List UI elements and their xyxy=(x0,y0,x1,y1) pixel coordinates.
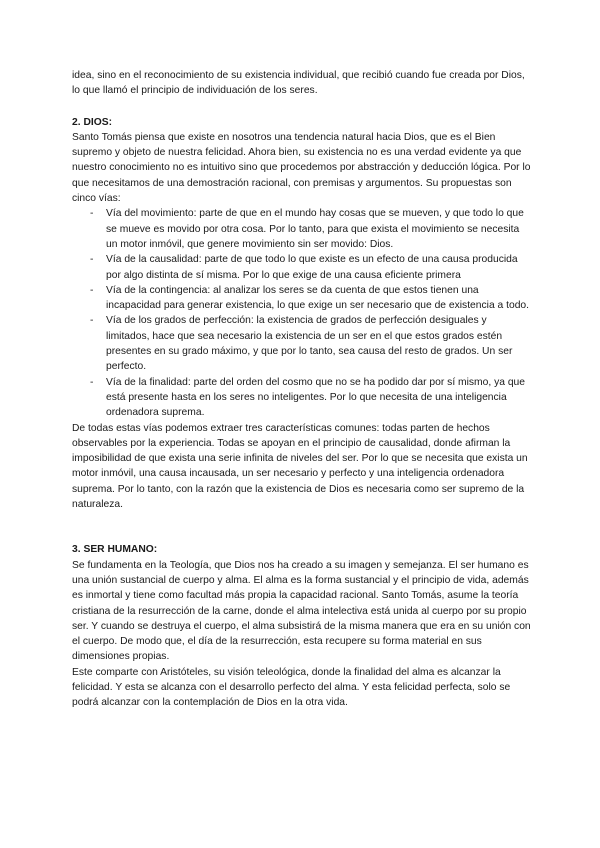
section-heading-ser-humano: 3. SER HUMANO: xyxy=(72,544,158,556)
via-item-finalidad xyxy=(72,375,532,421)
humano-paragraph-2: Este comparte con Aristóteles, su visión teleológica, donde la finalidad del alma es alcanzar la felicidad. Y esta se alcanza con el desarrollo perfecto del alma. Y esta felicidad perfecta, solo se podrá alcanzar con la contemplación de Dios en la otra vida. xyxy=(72,666,511,709)
bullet-dash: - xyxy=(90,284,94,296)
document-page xyxy=(72,68,532,711)
bullet-dash: - xyxy=(90,315,94,327)
intro-paragraph: idea, sino en el reconocimiento de su existencia individual, que recibió cuando fue creada por Dios, lo que llamó el principio de individuación de los seres. xyxy=(72,70,525,97)
humano-paragraph-1: Se fundamenta en la Teología, que Dios nos ha creado a su imagen y semejanza. El ser humano es una unión sustancial de cuerpo y alma. El alma es la forma sustancial y el principio de vida, además es inmortal y tiene como facultad más propia la capacidad racional. Santo Tomás, asume la teoría cristiana de la resurrección de la carne, donde el alma intelectiva está unida al cuerpo por su propio ser. Y cuando se destruya el cuerpo, el alma subsistirá de la misma manera que era en su unión con el cuerpo. De modo que, el día de la resurrección, esta recupere su forma material en sus dimensiones propias. xyxy=(72,559,531,663)
bullet-dash: - xyxy=(90,376,94,388)
via-item-causalidad xyxy=(72,252,532,283)
via-text: Vía de los grados de perfección: la existencia de grados de perfección desiguales y limitados, hace que sea necesario la existencia de un ser en el que estos grados estén presentes en su grado máximo, y que por lo tanto, sea causa del resto de grados. Un ser perfecto. xyxy=(106,315,513,373)
via-item-grados xyxy=(72,313,532,374)
via-item-contingencia xyxy=(72,283,532,314)
section-heading-dios: 2. DIOS: xyxy=(72,116,113,128)
dios-conclusion-paragraph: De todas estas vías podemos extraer tres características comunes: todas parten de hechos observables por la experiencia. Todas se apoyan en el principio de causalidad, donde afirman la imposibilidad de que exista una serie infinita de niveles del ser. Por lo que se necesita que exista un motor inmóvil, una causa incausada, un ser necesario y perfecto y una inteligencia ordenadora suprema. Por lo tanto, con la razón que la existencia de Dios es necesaria como ser supremo de la naturaleza. xyxy=(72,422,528,511)
cinco-vias-list xyxy=(72,206,532,420)
via-text: Vía de la causalidad: parte de que todo lo que existe es un efecto de una causa producida por algo distinta de sí misma. Por lo que exige de una causa eficiente primera xyxy=(106,254,518,281)
bullet-dash: - xyxy=(90,208,94,220)
via-text: Vía de la contingencia: al analizar los seres se da cuenta de que estos tienen una incapacidad para generar existencia, lo que exige un ser necesario que de existencia a todo. xyxy=(106,284,530,312)
dios-intro-paragraph: Santo Tomás piensa que existe en nosotros una tendencia natural hacia Dios, que es el Bien supremo y objeto de nuestra felicidad. Ahora bien, su existencia no es una verdad evidente ya que nuestro conocimiento no es intuitivo sino que procedemos por abstracción y deducción lógica. Por lo que necesitamos de una demostración racional, con premisas y argumentos. Su propuestas son cinco vías: xyxy=(72,131,531,205)
via-item-movimiento xyxy=(72,206,532,252)
via-text: Vía del movimiento: parte de que en el mundo hay cosas que se mueven, y que todo lo que se mueve es movido por otra cosa. Por lo tanto, para que exista el movimiento se necesita un motor inmóvil, que genere movimiento sin ser movido: Dios. xyxy=(106,208,524,250)
via-text: Vía de la finalidad: parte del orden del cosmo que no se ha podido dar por sí mismo, ya que está presente hasta en los seres no inteligentes. Por lo que necesita de una inteligencia ordenadora suprema. xyxy=(106,376,525,419)
bullet-dash: - xyxy=(90,254,94,266)
